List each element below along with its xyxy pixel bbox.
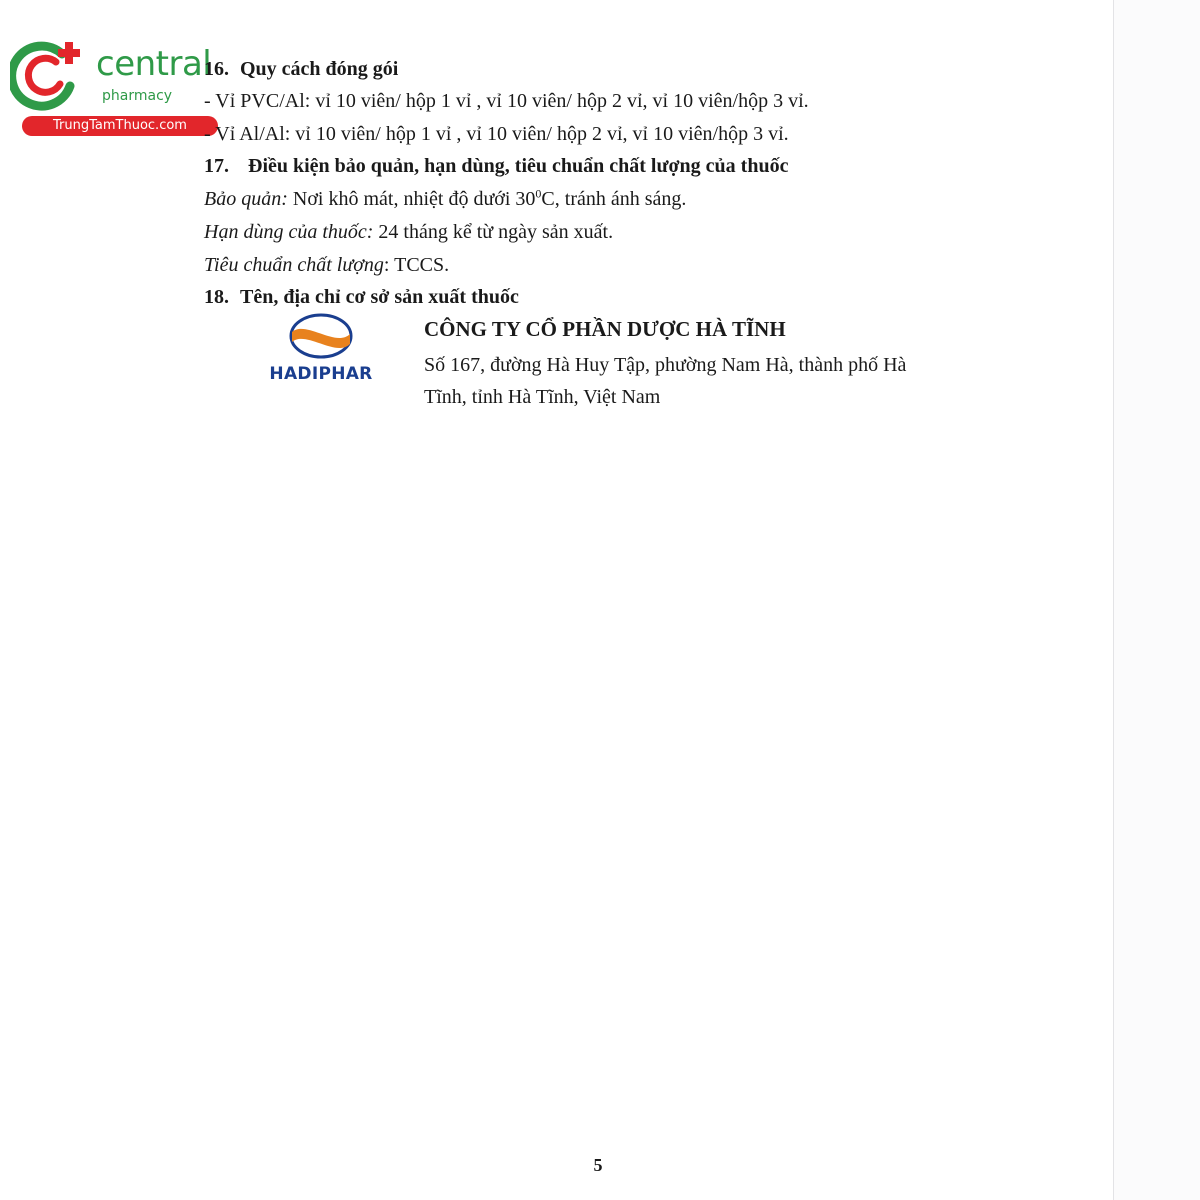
central-pharmacy-logo: [10, 38, 210, 138]
company-name: CÔNG TY CỔ PHẦN DƯỢC HÀ TĨNH: [424, 317, 786, 341]
quality-standard-line: [204, 252, 449, 278]
company-address: Số 167, đường Hà Huy Tập, phường Nam Hà, thành phố Hà Tĩnh, tỉnh Hà Tĩnh, Việt Nam: [424, 354, 907, 408]
shelf-life-line: [204, 219, 613, 245]
storage-line: [204, 186, 686, 212]
section-17-heading: [204, 153, 788, 179]
quality-standard-value: : TCCS.: [383, 254, 450, 276]
page-number: 5: [593, 1155, 603, 1175]
storage-value-b: C, tránh ánh sáng.: [541, 188, 687, 210]
shelf-life-label: Hạn dùng của thuốc:: [204, 221, 374, 243]
hadiphar-logo: [258, 312, 384, 392]
section-18-number: 18.: [204, 286, 229, 308]
packaging-line-pvc: - Vỉ PVC/Al: vỉ 10 viên/ hộp 1 vỉ , vỉ 10 viên/ hộp 2 vỉ, vỉ 10 viên/hộp 3 vỉ.: [204, 90, 809, 112]
storage-label: Bảo quản:: [204, 188, 288, 210]
hadiphar-logo-text: HADIPHAR: [269, 364, 373, 384]
hadiphar-emblem-icon: [258, 312, 384, 364]
section-18-heading: [204, 284, 519, 310]
brand-site-bar: TrungTamThuoc.com: [22, 116, 218, 136]
section-17-number: 17.: [204, 155, 229, 177]
packaging-line-alal: - Vỉ Al/Al: vỉ 10 viên/ hộp 1 vỉ , vỉ 10 viên/ hộp 2 vỉ, vỉ 10 viên/hộp 3 vỉ.: [204, 123, 789, 145]
brand-subtitle: pharmacy: [102, 88, 173, 104]
right-margin-strip: [1113, 0, 1200, 1200]
section-16-title: Quy cách đóng gói: [240, 58, 399, 80]
brand-name: central: [96, 44, 212, 84]
section-17-title: Điều kiện bảo quản, hạn dùng, tiêu chuẩn chất lượng của thuốc: [248, 155, 789, 177]
pharmacy-cross-logo-icon: [10, 38, 94, 112]
storage-value-a: Nơi khô mát, nhiệt độ dưới 30: [287, 188, 536, 210]
storage-degree-sup: 0: [535, 186, 542, 201]
section-16-heading: [204, 56, 398, 82]
section-18-title: Tên, địa chỉ cơ sở sản xuất thuốc: [240, 286, 519, 308]
shelf-life-value: 24 tháng kể từ ngày sản xuất.: [373, 221, 614, 243]
quality-standard-label: Tiêu chuẩn chất lượng: [204, 254, 384, 276]
section-16-number: 16.: [204, 58, 229, 80]
